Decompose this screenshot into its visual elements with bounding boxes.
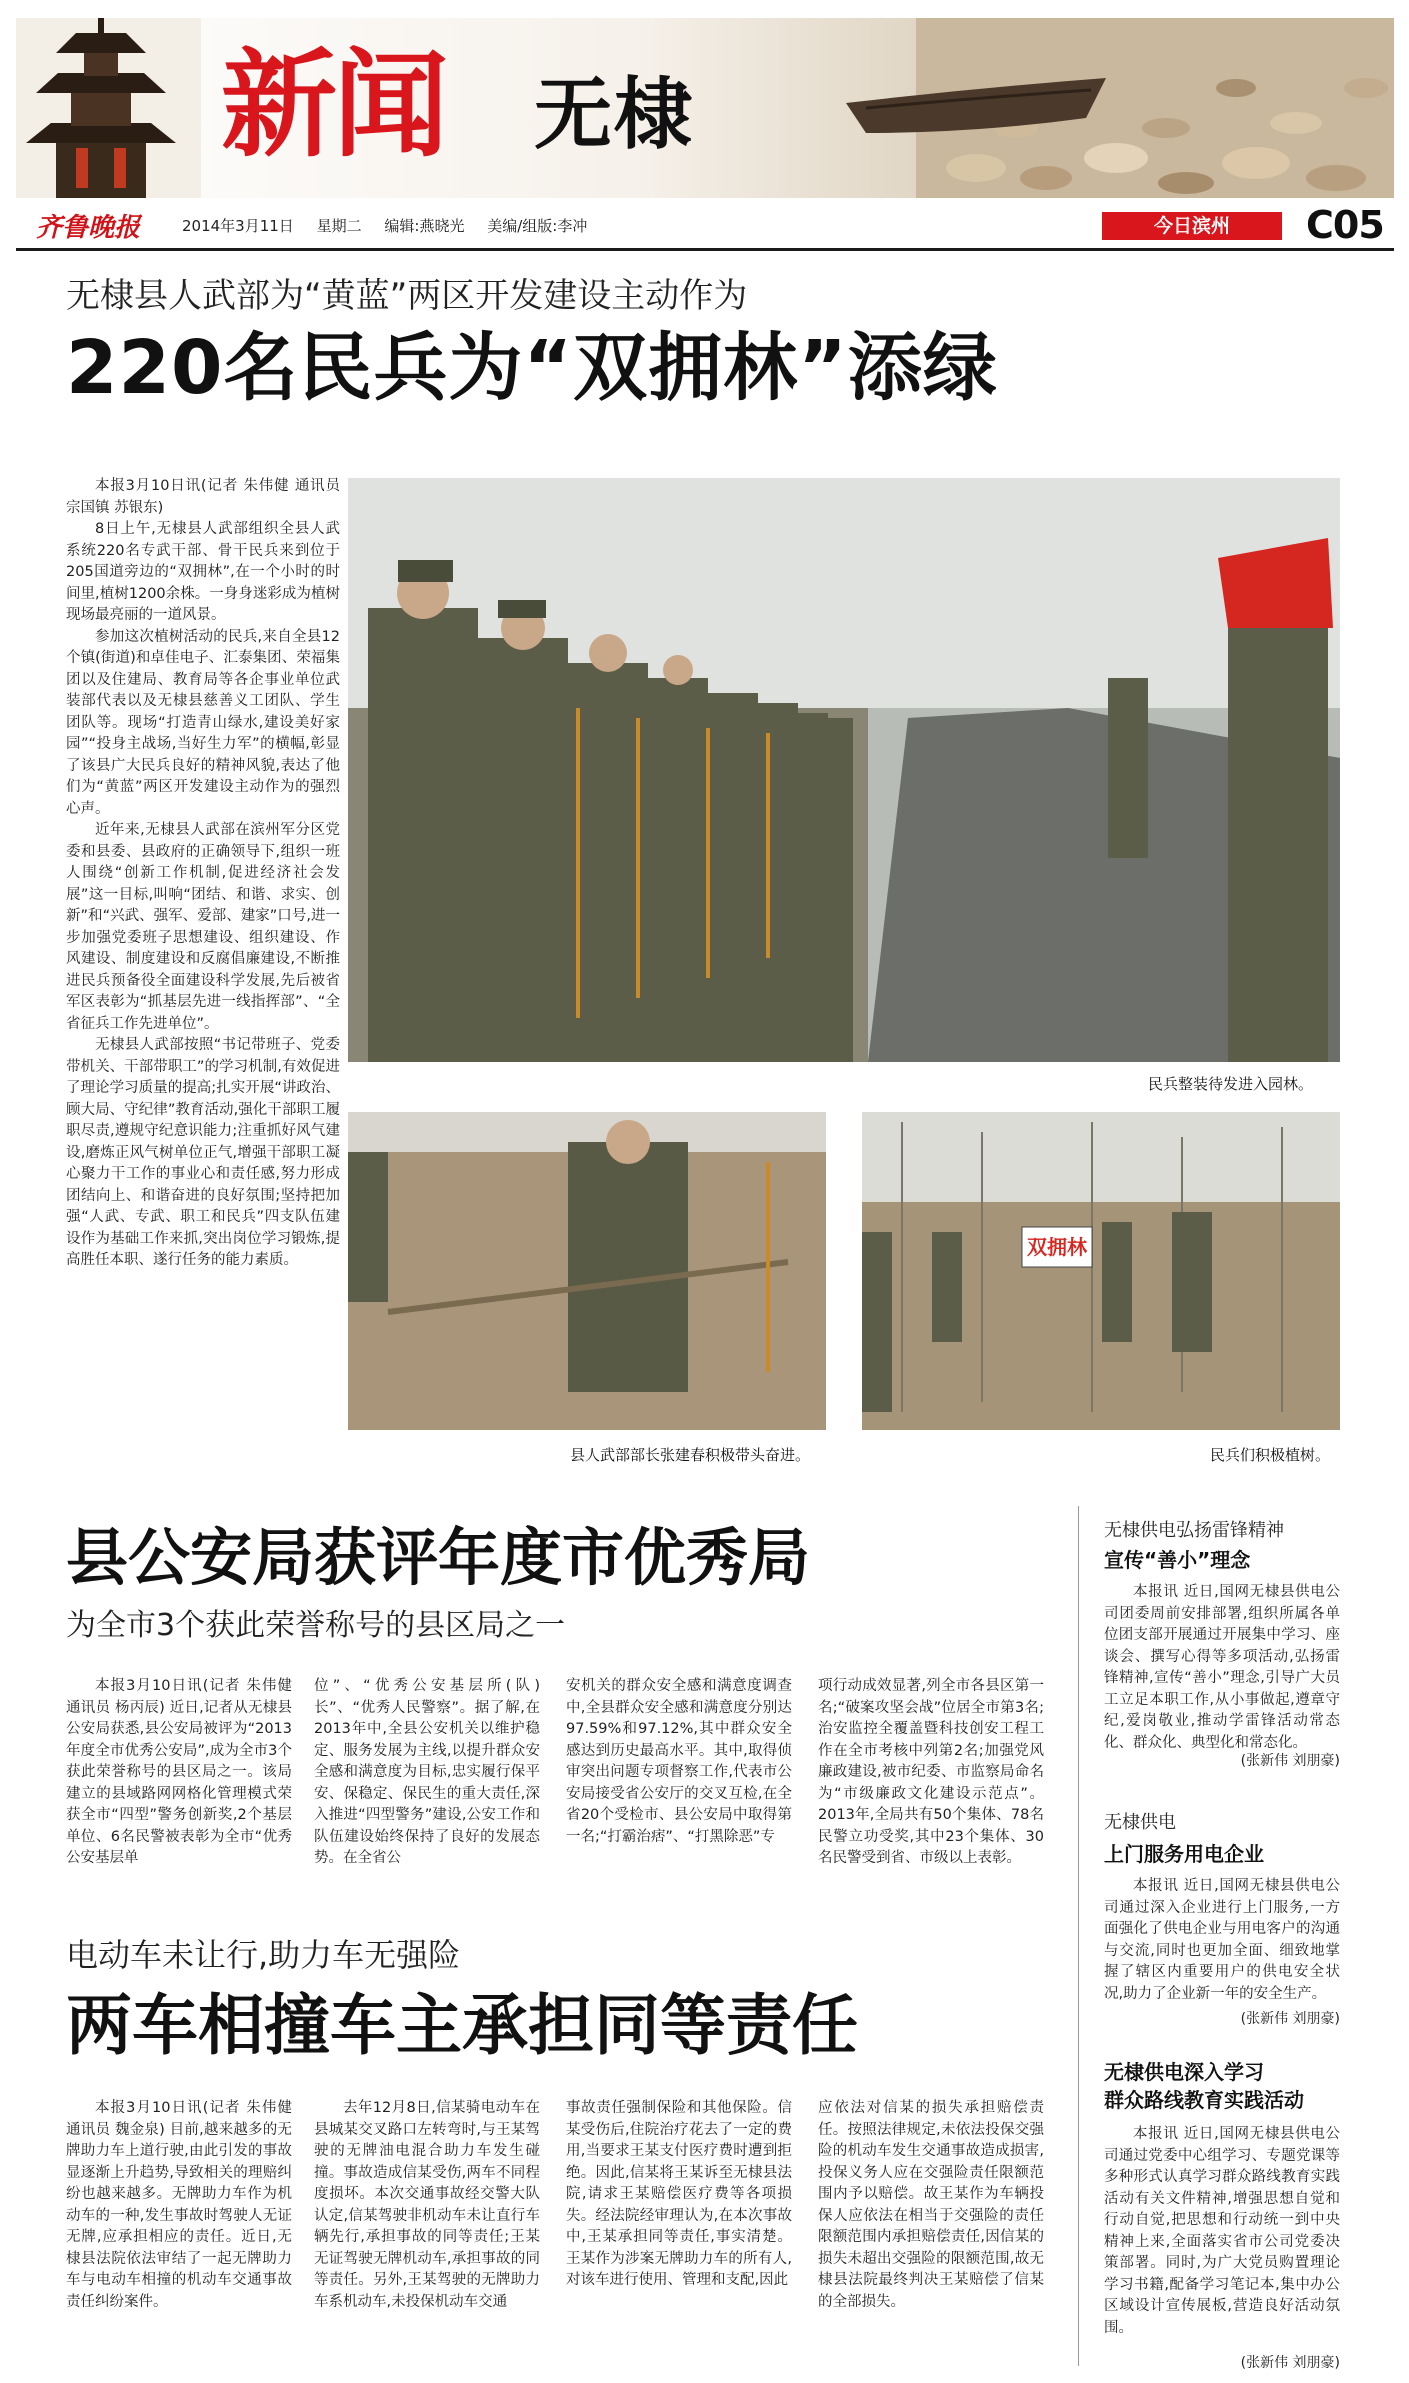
militia-planting-photo — [862, 1112, 1340, 1430]
photo-caption: 民兵整装待发进入园林。 — [1148, 1075, 1314, 1093]
sidebar-body — [1104, 1876, 1340, 2004]
pagoda-illustration — [16, 18, 201, 198]
sidebar-headline: 群众路线教育实践活动 — [1104, 2088, 1304, 2112]
story3-column — [566, 2098, 792, 2368]
militia-lineup-photo — [348, 478, 1340, 1062]
sidebar-credit: (张新伟 刘朋豪) — [1240, 1753, 1340, 1769]
story2-text: 本报3月10日讯(记者 朱伟健 通讯员 杨丙辰) 近日,记者从无棣县公安局获悉,县公安局被评为“2013年度全市优秀公安局”,成为全市3个获此荣誉称号的县区局之一。该局建立的县域路网网格化管理模式荣获全市“四型”警务创新奖,2个基层单位、6名民警被表彰为全市“优秀公安基层单 — [66, 1678, 292, 1866]
story3-column — [818, 2098, 1044, 2368]
story2-text: 项行动成效显著,列全市各县区第一名;“破案攻坚会战”位居全市第3名;治安监控全覆盖暨科技创安工程工作在全市考核中列第2名;加强党风廉政建设,被市纪委、市监察局命名为“市级廉政文化建设示范点”。2013年,全局共有50个集体、78名民警立功受奖,其中23个集体、30名民警受到省、市级以上表彰。 — [818, 1678, 1044, 1866]
sidebar-headline: 宣传“善小”理念 — [1104, 1548, 1251, 1572]
story3-column — [314, 2098, 540, 2368]
sidebar-headline: 上门服务用电企业 — [1104, 1842, 1264, 1866]
sidebar-text: 本报讯 近日,国网无棣县供电公司团委周前安排部署,组织所属各单位团支部开展通过开展集中学习、座谈会、撰写心得等多项活动,弘扬雷锋精神,宣传“善小”理念,引导广大员工立足本职工作,从小事做起,遵章守纪,爱岗敬业,推动学雷锋活动常态化、群众化、典型化和常态化。 — [1104, 1584, 1340, 1751]
sidebar-text: 本报讯 近日,国网无棣县供电公司通过党委中心组学习、专题党课等多种形式认真学习群众路线教育实践活动有关文件精神,增强思想自觉和行动自觉,把思想和行动统一到中央精神上来,全面落实省市公司党委决策部署。同时,为广大党员购置理论学习书籍,配备学习笔记本,集中办公区域设计宣传展板,营造良好活动氛围。 — [1104, 2126, 1340, 2336]
story2-text: 安机关的群众安全感和满意度调查中,全县群众安全感和满意度分别达97.59%和97.12%,其中群众安全感达到历史最高水平。其中,取得侦审突出问题专项督察工作,代表市公安局接受省公安厅的交叉互检,在全省20个受检市、县公安局中取得第一名;“打霸治痞”、“打黑除恶”专 — [566, 1678, 792, 1845]
sidebar-credit: (张新伟 刘朋豪) — [1240, 2011, 1340, 2027]
issue-date: 2014年3月11日 — [182, 217, 294, 235]
story2-headline: 县公安局获评年度市优秀局 — [66, 1521, 811, 1594]
story1-paragraph: 近年来,无棣县人武部在滨州军分区党委和县委、县政府的正确领导下,组织一班人围绕“创新工作机制,促进经济社会发展”这一目标,叫响“团结、和谐、求实、创新”和“兴武、强军、爱部、建家”口号,进一步加强党委班子思想建设、组织建设、作风建设、制度建设和反腐倡廉建设,不断推进民兵预备役全面建设科学发展,先后被省军区表彰为“抓基层先进一线指挥部”、“全省征兵工作先进单位”。 — [66, 822, 340, 1032]
story3-column — [66, 2098, 292, 2368]
designer-credit: 美编/组版:李冲 — [487, 217, 588, 235]
story3-text: 本报3月10日讯(记者 朱伟健 通讯员 魏金泉) 目前,越来越多的无牌助力车上道行驶,由此引发的事故显逐渐上升趋势,导致相关的理赔纠纷也越来越多。无牌助力车作为机动车的一种,发生事故时驾驶人无证无牌,应承担相应的责任。近日,无棣县法院依法审结了一起无牌助力车与电动车相撞的机动车交通事故责任纠纷案件。 — [66, 2100, 292, 2310]
masthead-banner — [16, 18, 1394, 198]
story2-column — [314, 1676, 540, 1866]
story3-text: 去年12月8日,信某骑电动车在县城某交叉路口左转弯时,与王某驾驶的无牌油电混合助力车发生碰撞。事故造成信某受伤,两车不同程度损坏。本次交通事故经交警大队认定,信某驾驶非机动车未让直行车辆先行,承担事故的同等责任;王某无证驾驶无牌机动车,承担事故的同等责任。另外,王某驾驶的无牌助力车系机动车,未投保机动车交通 — [314, 2100, 540, 2310]
story3-text: 事故责任强制保险和其他保险。信某受伤后,住院治疗花去了一定的费用,当要求王某支付医疗费时遭到拒绝。因此,信某将王某诉至无棣县法院,请求王某赔偿医疗费等各项损失。经法院经审理认为,在本次事故中,王某承担同等责任,事实清楚。王某作为涉案无牌助力车的所有人,对该车进行使用、管理和支配,因此 — [566, 2100, 792, 2288]
sidebar-text: 本报讯 近日,国网无棣县供电公司通过深入企业进行上门服务,一方面强化了供电企业与用电客户的沟通与交流,同时也更加全面、细致地掌握了辖区内重要用户的供电安全状况,助力了企业新一年的安全生产。 — [1104, 1878, 1340, 2002]
story1-paragraph: 无棣县人武部按照“书记带班子、党委带机关、干部带职工”的学习机制,有效促进了理论学习质量的提高;扎实开展“讲政治、顾大局、守纪律”教育活动,强化干部职工履职尽责,遵规守纪意识能力;注重抓好风气建设,磨炼正风气树单位正气,增强干部职工凝心聚力干工作的事业心和责任感,努力形成团结向上、和谐奋进的良好氛围;坚持把加强“人武、专武、职工和民兵”四支队伍建设作为基础工作来抓,突出岗位学习锻炼,提高胜任本职、遂行任务的能力素质。 — [66, 1037, 340, 1268]
story1-headline: 220名民兵为“双拥林”添绿 — [66, 325, 998, 411]
sidebar-credit: (张新伟 刘朋豪) — [1240, 2355, 1340, 2371]
sign-text: 双拥林 — [1027, 1235, 1087, 1259]
sidebar-headline: 无棣供电深入学习 — [1104, 2060, 1264, 2084]
sidebar-kicker: 无棣供电弘扬雷锋精神 — [1104, 1520, 1284, 1541]
issue-weekday: 星期二 — [316, 217, 362, 235]
story2-column — [66, 1676, 292, 1866]
story1-paragraph: 参加这次植树活动的民兵,来自全县12个镇(街道)和卓佳电子、汇泰集团、荣福集团以及住建局、教育局等各企事业单位武装部代表以及无棣县慈善义工团队、学生团队等。现场“打造青山绿水,建设美好家园”“投身主战场,当好生力军”的横幅,彰显了该县广大民兵良好的精神风貌,表达了他们为“黄蓝”两区开发建设主动作为的强烈心声。 — [66, 628, 340, 817]
story2-subhead: 为全市3个获此荣誉称号的县区局之一 — [66, 1608, 566, 1643]
section-title: 新闻 — [221, 38, 445, 173]
paper-logo: 齐鲁晚报 — [36, 213, 141, 243]
editor-credit: 编辑:燕晓光 — [384, 217, 465, 235]
story1-byline: 本报3月10日讯(记者 朱伟健 通讯员 宗国镇 苏银东) — [66, 478, 340, 516]
sidebar-body — [1104, 2124, 1340, 2352]
story2-text: 位”、“优秀公安基层所(队)长”、“优秀人民警察”。据了解,在2013年中,全县公安机关以维护稳定、服务发展为主线,以提升群众安全感和满意度为目标,忠实履行保平安、保稳定、保民生的重大责任,深入推进“四型警务”建设,公安工作和队伍建设始终保持了良好的发展态势。在全省公 — [314, 1678, 540, 1866]
page-number: C05 — [1306, 203, 1384, 247]
story1-paragraph: 8日上午,无棣县人武部组织全县人武系统220名专武干部、骨干民兵来到位于205国道旁边的“双拥林”,在一个小时的时间里,植树1200余株。一身身迷彩成为植树现场最亮丽的一道风景。 — [66, 521, 340, 623]
section-subtitle: 无棣 — [534, 70, 695, 160]
boat-illustration — [836, 58, 1116, 158]
info-bar — [16, 205, 1394, 245]
sidebar-divider — [1078, 1506, 1079, 2366]
story3-headline: 两车相撞车主承担同等责任 — [66, 1987, 858, 2064]
sidebar-body — [1104, 1582, 1340, 1750]
region-tag: 今日滨州 — [1102, 212, 1282, 240]
photo-caption: 县人武部部长张建春积极带头奋进。 — [570, 1446, 811, 1464]
story2-column — [566, 1676, 792, 1845]
story3-kicker: 电动车未让行,助力车无强险 — [66, 1936, 461, 1974]
sidebar-kicker: 无棣供电 — [1104, 1812, 1176, 1833]
commander-planting-photo — [348, 1112, 826, 1430]
photo-caption: 民兵们积极植树。 — [1210, 1446, 1331, 1464]
story3-text: 应依法对信某的损失承担赔偿责任。按照法律规定,未依法投保交强险的机动车发生交通事故造成损害,投保义务人应在交强险责任限额范围内予以赔偿。故王某作为车辆投保人应依法在相当于交强险的责任限额范围内承担赔偿责任,因信某的损失未超出交强险的限额范围,故无棣县法院最终判决王某赔偿了信某的全部损失。 — [818, 2100, 1044, 2310]
story1-body — [66, 476, 340, 1436]
story2-column — [818, 1676, 1044, 1866]
issue-info — [182, 215, 605, 236]
top-rule — [16, 248, 1394, 251]
story1-kicker: 无棣县人武部为“黄蓝”两区开发建设主动作为 — [66, 276, 748, 316]
